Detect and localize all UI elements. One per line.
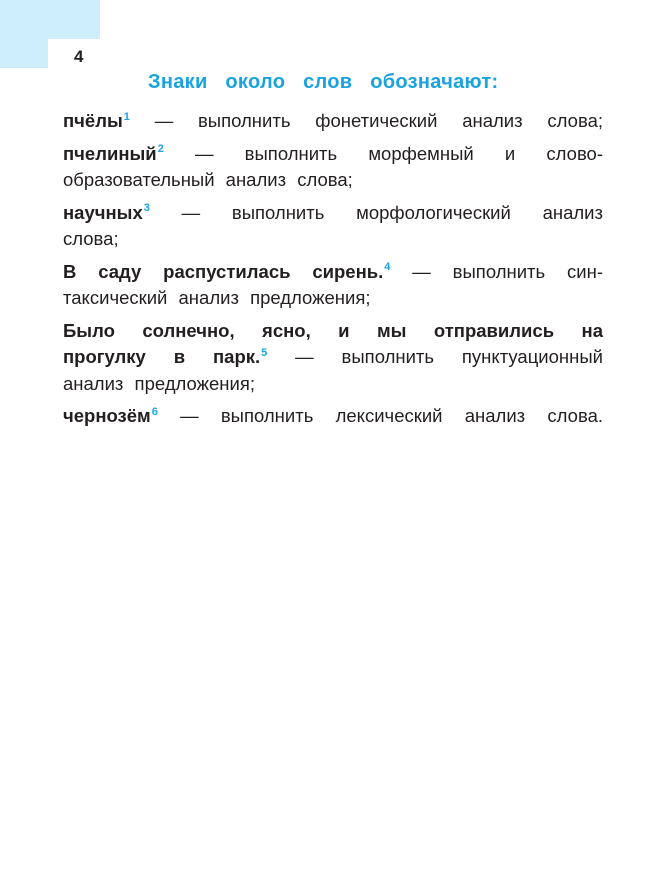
mark-number: 6 xyxy=(151,405,158,418)
term: Было солнечно, ясно, и мы отправились на xyxy=(63,319,603,341)
corner-decoration xyxy=(0,0,100,39)
legend-entry-morphological xyxy=(63,200,603,253)
description-cont: таксический анализ предложения; xyxy=(63,287,371,308)
mark-number: 1 xyxy=(123,110,130,123)
description: — выполнить пунктуационный xyxy=(295,346,603,367)
description-cont: анализ предложения; xyxy=(63,372,255,394)
term: научных xyxy=(63,201,143,223)
mark-number: 5 xyxy=(261,346,268,359)
description: — выполнить син- xyxy=(412,260,603,282)
legend-entry-syntactic xyxy=(63,259,603,312)
description: — выполнить лексический анализ слова. xyxy=(180,405,603,426)
term: пчелиный xyxy=(63,142,157,164)
description-cont: слова; xyxy=(63,228,119,249)
description: — выполнить фонетический анализ слова; xyxy=(154,110,603,131)
page-number: 4 xyxy=(74,47,84,66)
term: В саду распустилась сирень. xyxy=(63,260,384,282)
legend-entry-morphemic xyxy=(63,141,603,194)
mark-number: 2 xyxy=(157,143,164,156)
term-cont: прогулку в парк. xyxy=(63,346,261,367)
legend-entry-punctuation xyxy=(63,318,603,398)
mark-number: 3 xyxy=(143,202,150,215)
legend-list xyxy=(63,108,603,436)
page-title: Знаки около слов обозначают: xyxy=(148,71,499,93)
description: — выполнить морфологический анализ xyxy=(181,201,603,223)
description: — выполнить морфемный и слово- xyxy=(195,142,604,164)
term: чернозём xyxy=(63,405,151,426)
legend-entry-phonetic xyxy=(63,108,603,135)
term: пчёлы xyxy=(63,110,123,131)
description-cont: образовательный анализ слова; xyxy=(63,169,353,190)
mark-number: 4 xyxy=(384,261,391,274)
corner-decoration xyxy=(0,39,48,68)
legend-entry-lexical xyxy=(63,403,603,430)
